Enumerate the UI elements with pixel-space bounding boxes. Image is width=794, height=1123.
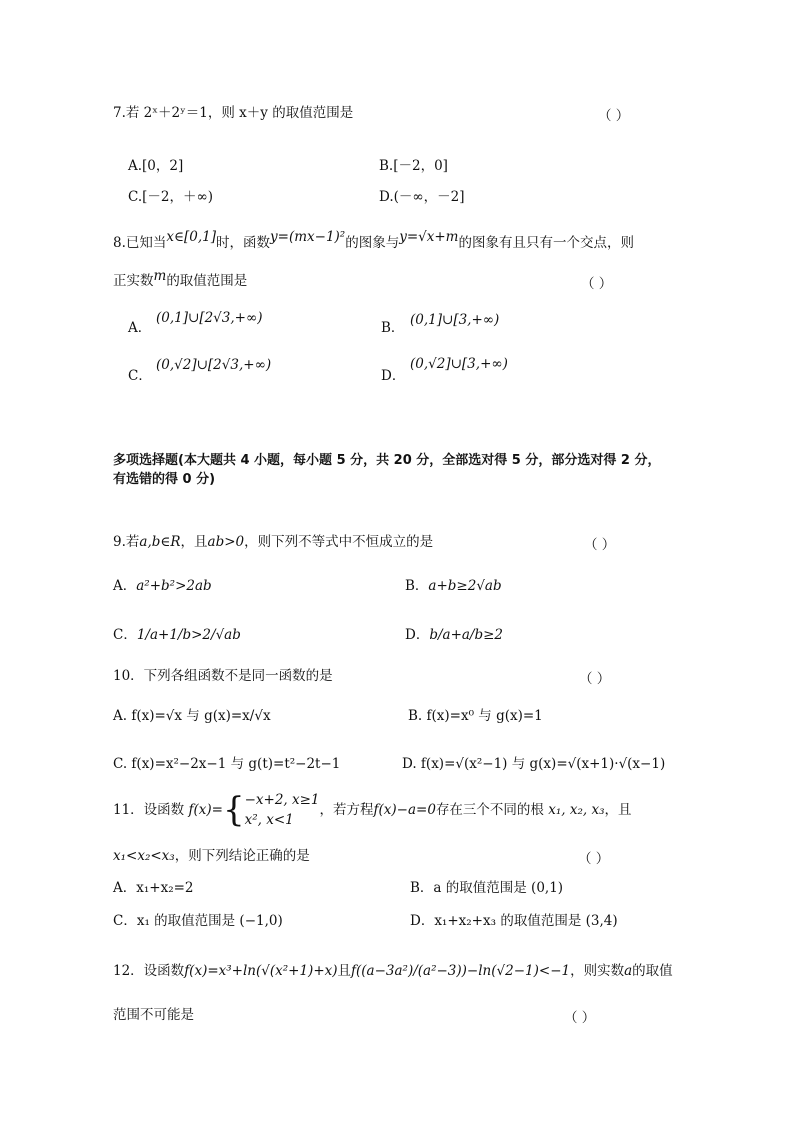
q8-option-a-label: A． bbox=[128, 320, 152, 336]
q12-inequality: f((a−3a²)/(a²−3))−ln(√2−1)<−1 bbox=[351, 963, 571, 979]
section-heading-line2: 有选错的得 0 分) bbox=[113, 472, 216, 487]
q12-stem-part-b: 且 bbox=[337, 963, 352, 979]
q8-option-c: (0,√2]∪[2√3,+∞) bbox=[156, 357, 272, 373]
q9-option-d bbox=[405, 626, 503, 644]
q10-option-d: D. f(x)=√(x²−1) 与 g(x)=√(x+1)·√(x−1) bbox=[402, 756, 666, 772]
q11-equation: f(x)−a=0 bbox=[373, 802, 436, 818]
q12-stem-part-d: 的取值 bbox=[632, 963, 673, 979]
q9-option-b bbox=[405, 577, 502, 595]
q11-answer-paren: （ ） bbox=[578, 851, 610, 867]
q11-piece-1: −x+2, x≥1 bbox=[244, 792, 320, 808]
q11-brace: { bbox=[222, 790, 245, 830]
q9-option-b-label: B． bbox=[405, 578, 429, 594]
q12-stem-part-c: ，则实数 bbox=[570, 963, 625, 979]
q9-stem-condition: ab>0 bbox=[207, 534, 245, 550]
q12-stem bbox=[113, 962, 673, 980]
q11-stem bbox=[113, 790, 631, 834]
q9-stem-part-c: ，且 bbox=[180, 534, 208, 550]
q9-option-c-expr: 1/a+1/b>2/√ab bbox=[136, 627, 241, 643]
q8-function-1: y=(mx−1)² bbox=[270, 229, 346, 245]
q11-stem-part-c: 存在三个不同的根 bbox=[435, 802, 544, 818]
q8-stem-part-c: 的图象与 bbox=[345, 235, 400, 251]
q8-option-b-label: B． bbox=[381, 320, 405, 336]
q8-option-d-label: D． bbox=[381, 368, 406, 384]
q8-stem bbox=[113, 229, 634, 252]
q7-option-c: C.[－2，＋∞) bbox=[128, 189, 214, 205]
q11-root-order: x₁<x₂<x₃ bbox=[113, 848, 175, 864]
q9-option-b-expr: a+b≥2√ab bbox=[428, 578, 502, 594]
q9-answer-paren: （ ） bbox=[584, 537, 616, 553]
q8-variable-m: m bbox=[153, 268, 167, 284]
q11-stem-part-b: ，若方程 bbox=[319, 802, 374, 818]
q9-option-d-expr: b/a+a/b≥2 bbox=[429, 627, 504, 643]
q11-stem-line2 bbox=[113, 847, 310, 865]
q9-option-a-label: A． bbox=[113, 578, 137, 594]
q9-option-c-label: C． bbox=[113, 627, 137, 643]
q10-option-a: A. f(x)=√x 与 g(x)=x/√x bbox=[113, 708, 271, 724]
q8-option-c-label: C． bbox=[128, 368, 152, 384]
q7-option-b: B.[－2，0] bbox=[379, 158, 448, 174]
q12-variable-a: a bbox=[624, 963, 633, 979]
q11-function-head: f(x)= bbox=[188, 802, 223, 818]
q7-option-a: A.[0，2] bbox=[128, 158, 184, 174]
q8-line2-part-a: 正实数 bbox=[113, 273, 154, 289]
q9-option-a-expr: a²+b²>2ab bbox=[136, 578, 212, 594]
q8-stem-part-b: 时，函数 bbox=[216, 235, 271, 251]
section-heading-line1: 多项选择题(本大题共 4 小题，每小题 5 分，共 20 分，全部选对得 5 分，部分选对得 2 分， bbox=[113, 453, 661, 468]
q11-roots: x₁, x₂, x₃ bbox=[548, 802, 605, 818]
q11-option-d: D．x₁+x₂+x₃ 的取值范围是 (3,4) bbox=[410, 913, 618, 929]
q11-option-b: B．a 的取值范围是 (0,1) bbox=[410, 880, 564, 896]
q8-function-2: y=√x+m bbox=[399, 229, 459, 245]
q8-line2-part-b: 的取值范围是 bbox=[166, 273, 248, 289]
q8-condition: x∈[0,1] bbox=[166, 229, 217, 245]
q9-option-d-label: D． bbox=[405, 627, 430, 643]
q11-option-c: C．x₁ 的取值范围是 (−1,0) bbox=[113, 913, 283, 929]
q11-stem-part-d: ，且 bbox=[604, 802, 632, 818]
q8-option-b: (0,1]∪[3,+∞) bbox=[410, 312, 500, 328]
q7-stem: 7.若 2ˣ＋2ʸ＝1，则 x＋y 的取值范围是 bbox=[113, 105, 354, 121]
q12-answer-paren: （ ） bbox=[564, 1010, 596, 1026]
q10-stem: 10．下列各组函数不是同一函数的是 bbox=[113, 668, 333, 684]
q7-option-d: D.(－∞，－2] bbox=[379, 189, 465, 205]
q8-stem-line2 bbox=[113, 268, 248, 290]
q12-stem-line2: 范围不可能是 bbox=[113, 1007, 194, 1023]
q7-answer-paren: （ ） bbox=[598, 108, 630, 124]
q12-stem-part-a: 12．设函数 bbox=[113, 963, 185, 979]
q8-answer-paren: （ ） bbox=[581, 276, 613, 292]
q10-answer-paren: （ ） bbox=[579, 671, 611, 687]
q8-stem-part-a: 8.已知当 bbox=[113, 235, 167, 251]
q9-stem-part-e: ，则下列不等式中不恒成立的是 bbox=[244, 534, 434, 550]
q11-piecewise bbox=[245, 790, 320, 830]
q11-piece-2: x², x<1 bbox=[244, 812, 294, 828]
q9-option-a bbox=[113, 577, 212, 595]
q10-option-b: B. f(x)=x⁰ 与 g(x)=1 bbox=[408, 708, 543, 724]
q11-stem-part-a: 11．设函数 bbox=[113, 802, 185, 818]
q8-option-a: (0,1]∪[2√3,+∞) bbox=[156, 310, 263, 326]
q11-line2-text: ，则下列结论正确的是 bbox=[174, 848, 310, 864]
q9-option-c bbox=[113, 626, 241, 644]
q11-option-a: A．x₁+x₂=2 bbox=[113, 880, 194, 896]
q8-stem-part-d: 的图象有且只有一个交点，则 bbox=[458, 235, 634, 251]
q9-stem-vars: a,b∈R bbox=[139, 534, 181, 550]
q12-function: f(x)=x³+ln(√(x²+1)+x) bbox=[184, 963, 338, 979]
q10-option-c: C. f(x)=x²−2x−1 与 g(t)=t²−2t−1 bbox=[113, 756, 341, 772]
q8-option-d: (0,√2]∪[3,+∞) bbox=[410, 356, 508, 372]
q9-stem bbox=[113, 533, 433, 551]
q9-stem-part-a: 9.若 bbox=[113, 534, 140, 550]
